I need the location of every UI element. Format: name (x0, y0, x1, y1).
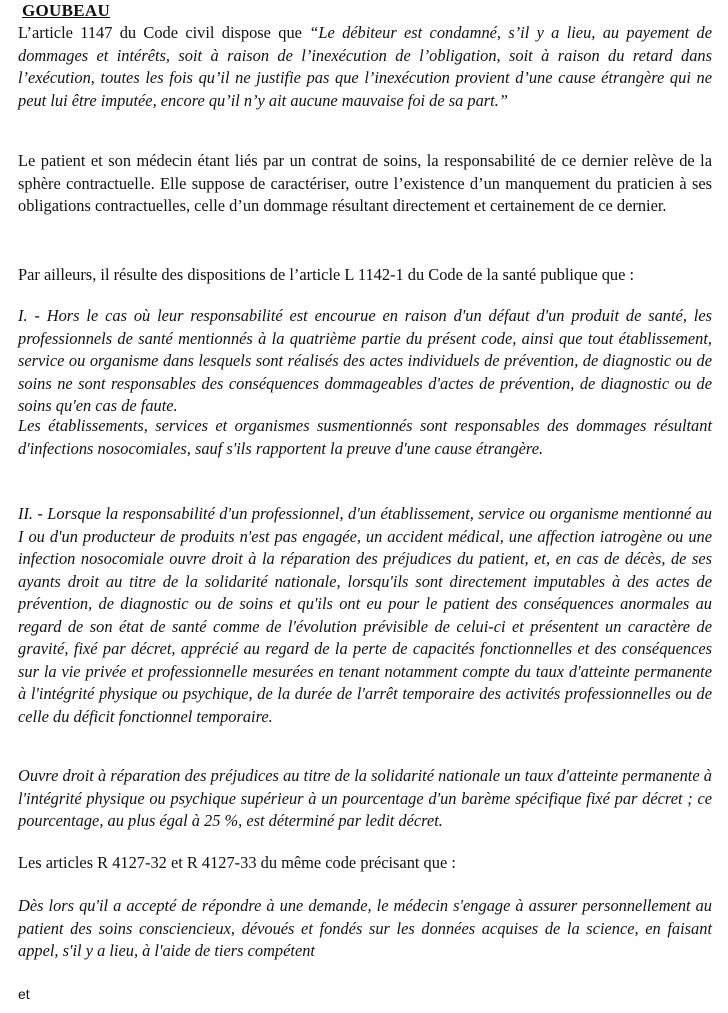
paragraph-article-1147 (18, 22, 712, 112)
paragraph-nosocomial: Les établissements, services et organismes susmentionnés sont responsables des dommages résultant d'infections nosocomiales, sauf s'ils rapportent la preuve d'une cause étrangère. (18, 416, 712, 458)
quoted-article-text: “Le débiteur est condamné, s’il y a lieu, au payement de dommages et intérêts, soit à raison de l’inexécution de l’obligation, soit à raison du retard dans l’exécution, toutes les fois qu’il ne justifie pas que l’inexécution provient d’une cause étrangère qui ne peut lui être imputée, encore qu’il n’y ait aucune mauvaise foi de sa part.” (18, 23, 712, 110)
document-heading: GOUBEAU (22, 1, 111, 20)
paragraph-doctor-commitment: Dès lors qu'il a accepté de répondre à une demande, le médecin s'engage à assurer personnellement au patient des soins consciencieux, dévoués et fondés sur les données acquises de la science, en faisant appel, s'il y a lieu, à l'aide de tiers compétent (18, 896, 712, 960)
paragraph-intro-text: L’article 1147 du Code civil dispose que (18, 23, 310, 42)
paragraph-solidarity: Ouvre droit à réparation des préjudices au titre de la solidarité nationale un taux d'atteinte permanente à l'intégrité physique ou psychique supérieur à un pourcentage d'un barème spécifique fixé par décret ; ce pourcentage, au plus égal à 25 %, est déterminé par ledit décret. (18, 766, 712, 830)
closing-word: et (18, 986, 30, 1002)
paragraph-articles-r4127: Les articles R 4127-32 et R 4127-33 du même code précisant que : (18, 853, 456, 872)
paragraph-section-ii: II. - Lorsque la responsabilité d'un professionnel, d'un établissement, service ou organisme mentionné au I ou d'un producteur de produits n'est pas engagée, un accident médical, une affection iatrogène ou une infection nosocomiale ouvre droit à la réparation des préjudices du patient, et, en cas de décès, de ses ayants droit au titre de la solidarité nationale, lorsqu'ils sont directement imputables à des actes de prévention, de diagnostic ou de soins et qu'ils ont eu pour le patient des conséquences anormales au regard de son état de santé comme de l'évolution prévisible de celui-ci et présentent un caractère de gravité, fixé par décret, apprécié au regard de la perte de capacités fonctionnelles et des conséquences sur la vie privée et professionnelle mesurées en tenant notamment compte du taux d'atteinte permanente à l'intégrité physique ou psychique, de la durée de l'arrêt temporaire des activités professionnelles ou de celle du déficit fonctionnel temporaire. (18, 504, 712, 726)
paragraph-code-sante-intro: Par ailleurs, il résulte des dispositions de l’article L 1142-1 du Code de la santé publique que : (18, 265, 635, 284)
paragraph-contractual-liability: Le patient et son médecin étant liés par un contrat de soins, la responsabilité de ce dernier relève de la sphère contractuelle. Elle suppose de caractériser, outre l’existence d’un manquement du praticien à ses obligations contractuelles, celle d’un dommage résultant directement et certainement de ce dernier. (18, 151, 712, 215)
paragraph-section-i: I. - Hors le cas où leur responsabilité est encourue en raison d'un défaut d'un produit de santé, les professionnels de santé mentionnés à la quatrième partie du présent code, ainsi que tout établissement, service ou organisme dans lesquels sont réalisés des actes individuels de prévention, de diagnostic ou de soins ne sont responsables des conséquences dommageables d'actes de prévention, de diagnostic ou de soins qu'en cas de faute. (18, 306, 712, 415)
